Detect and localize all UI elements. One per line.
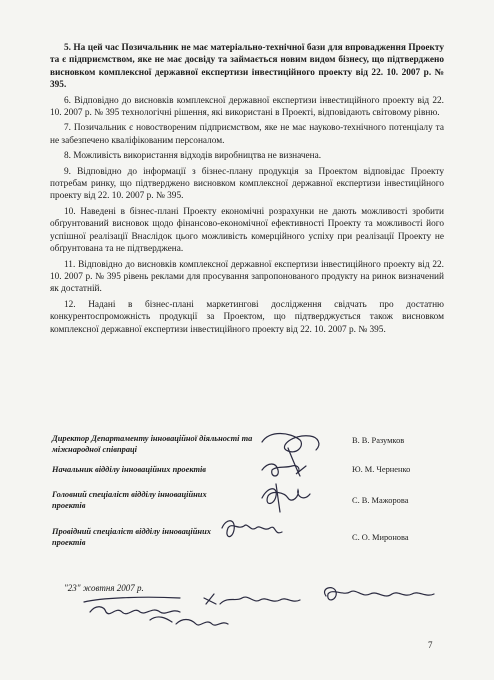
signatory-title: Головний спеціаліст відділу інноваційних проектів <box>52 490 207 510</box>
paragraph-12: 12. Надані в бізнес-плані маркетингові дослідження свідчать про достатню конкурентоспроможність продукції за Проектом, що підтверджується також висновком комплексної державної експертизи інвестиційного проекту від 22. 10. 2007 р. № 395. <box>50 299 444 335</box>
signatory-name: Ю. М. Черненко <box>352 465 411 474</box>
signature-mironova <box>222 521 282 537</box>
document-date: "23" жовтня 2007 р. <box>64 583 144 593</box>
signature-razumkov <box>262 434 319 452</box>
signatory-name: С. В. Мажорова <box>352 496 409 505</box>
paragraph-9: 9. Відповідно до інформації з бізнес-плану продукція за Проектом відповідає Проекту потребам ринку, що підтверджено висновком комплексної державної експертизи інвестиційного проекту від 22. 10. 2007 р. № 395. <box>50 166 444 202</box>
signatory-title: Начальник відділу інноваційних проектів <box>52 465 207 474</box>
handwritten-note-2 <box>204 594 300 604</box>
signatory-title: Директор Департаменту інноваційної діяльності та міжнародної співпраці <box>52 434 253 454</box>
paragraph-8: 8. Можливість використання відходів виробництва не визначена. <box>64 151 322 162</box>
handwritten-note-3 <box>325 588 434 600</box>
signatory-name: С. О. Миронова <box>352 533 409 542</box>
signatory-name: В. В. Разумков <box>352 436 405 445</box>
paragraph-7: 7. Позичальник є новоствореним підприємством, яке не має науково-технічного потенціалу та не забезпечено кваліфікованим персоналом. <box>50 123 444 146</box>
page-number: 7 <box>428 640 433 650</box>
paragraph-11: 11. Відповідно до висновків комплексної державної експертизи інвестиційного проекту від 22. 10. 2007 р. № 395 рівень реклами для просування запропонованого продукту на ринок визначений як достатній. <box>50 259 444 295</box>
signature-mazhorova <box>262 489 310 504</box>
handwritten-date-note <box>150 617 228 625</box>
handwritten-note-1 <box>90 607 180 614</box>
paragraph-5: 5. На цей час Позичальник не має матеріально-технічної бази для впровадження Проекту та є підприємством, яке не має досвіду та займається новим видом бізнесу, що підтверджено висновком комплексної державної експертизи інвестиційного проекту від 22. 10. 2007 р. № 395. <box>50 43 444 91</box>
paragraph-10: 10. Наведені в бізнес-плані Проекту економічні розрахунки не дають можливості зробити обґрунтований висновок щодо фінансово-економічної ефективності Проекту та можливості його успішної реалізації Внаслідок цього можливість комерційного успіху при реалізації Проекту не обґрунтована та не підтверджена. <box>50 206 444 255</box>
signatory-title: Провідний спеціаліст відділу інноваційних проектів <box>52 527 211 547</box>
paragraph-6: 6. Відповідно до висновків комплексної державної експертизи інвестиційного проекту від 22. 10. 2007 р. № 395 технологічні рішення, які використані в Проекті, відповідають світовому рівню. <box>50 95 444 119</box>
